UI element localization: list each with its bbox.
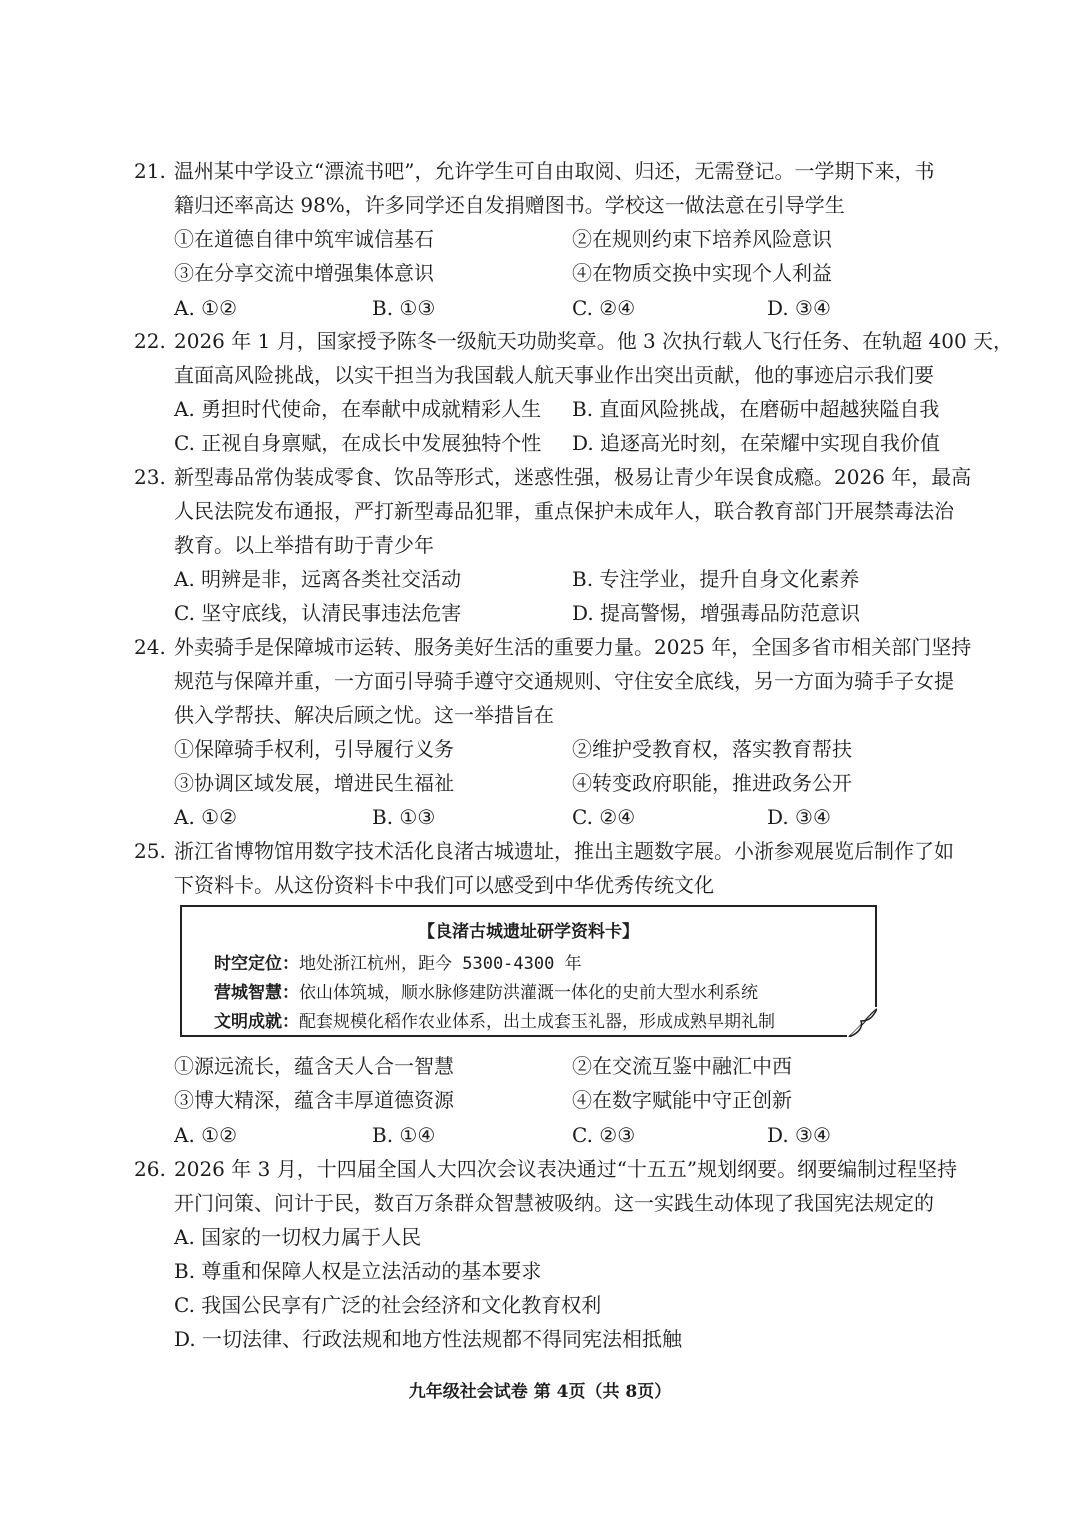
statement-item: ③在分享交流中增强集体意识 xyxy=(174,261,434,285)
question-stem-line: 人民法院发布通报，严打新型毒品犯罪，重点保护未成年人，联合教育部门开展禁毒法治 xyxy=(174,499,954,523)
question-stem-line: 教育。以上举措有助于青少年 xyxy=(174,533,434,557)
statement-item: ④在数字赋能中守正创新 xyxy=(572,1088,792,1112)
answer-option-d: D. ③④ xyxy=(767,805,831,829)
answer-option-c: C. ②④ xyxy=(572,296,636,320)
info-card-text: 地处浙江杭州，距今 5300-4300 年 xyxy=(299,954,582,974)
answer-option-d: D. ③④ xyxy=(767,1123,831,1147)
info-card xyxy=(180,905,877,1037)
info-card-text: 依山体筑城，顺水脉修建防洪灌溉一体化的史前大型水利系统 xyxy=(299,983,758,1003)
info-card-title: 【良渚古城遗址研学资料卡】 xyxy=(418,922,639,942)
statement-item: ④在物质交换中实现个人利益 xyxy=(572,261,832,285)
info-card-label: 时空定位： xyxy=(214,954,299,974)
question-stem-line: 开门问策、问计于民，数百万条群众智慧被吸纳。这一实践生动体现了我国宪法规定的 xyxy=(174,1191,934,1215)
statement-item: ②在交流互鉴中融汇中西 xyxy=(572,1054,792,1078)
answer-option-a: A. ①② xyxy=(174,805,238,829)
answer-option-a: A. 国家的一切权力属于人民 xyxy=(174,1225,422,1249)
answer-option-d: D. 提高警惕，增强毒品防范意识 xyxy=(572,601,861,625)
question-stem-line: 规范与保障并重，一方面引导骑手遵守交通规则、守住安全底线，另一方面为骑手子女提 xyxy=(174,669,954,693)
page-curl-decoration xyxy=(847,1007,877,1037)
question-stem-line: 籍归还率高达 98%，许多同学还自发捐赠图书。学校这一做法意在引导学生 xyxy=(174,193,845,217)
statement-item: ④转变政府职能，推进政务公开 xyxy=(572,771,852,795)
question-stem-line: 温州某中学设立“漂流书吧”，允许学生可自由取阅、归还，无需登记。一学期下来，书 xyxy=(174,159,935,183)
answer-option-b: B. 尊重和保障人权是立法活动的基本要求 xyxy=(174,1259,542,1283)
question-stem-line: 2026 年 3 月，十四届全国人大四次会议表决通过“十五五”规划纲要。纲要编制过程坚持 xyxy=(174,1157,958,1181)
info-card-label: 文明成就： xyxy=(214,1012,299,1032)
info-card-row xyxy=(214,978,758,1003)
answer-option-a: A. ①② xyxy=(174,1123,238,1147)
answer-option-a: A. 勇担时代使命，在奉献中成就精彩人生 xyxy=(174,397,542,421)
answer-option-b: B. ①④ xyxy=(372,1123,436,1147)
question-stem-line: 浙江省博物馆用数字技术活化良渚古城遗址，推出主题数字展。小浙参观展览后制作了如 xyxy=(174,839,954,863)
page-footer: 九年级社会试卷 第 4页（共 8页） xyxy=(408,1382,672,1402)
question-number: 24. xyxy=(134,635,166,659)
info-card-text: 配套规模化稻作农业体系，出土成套玉礼器，形成成熟早期礼制 xyxy=(299,1012,775,1032)
info-card-row xyxy=(214,949,582,974)
answer-option-d: D. 一切法律、行政法规和地方性法规都不得同宪法相抵触 xyxy=(174,1327,683,1351)
answer-option-d: D. 追逐高光时刻，在荣耀中实现自我价值 xyxy=(572,431,941,455)
answer-option-c: C. 坚守底线，认清民事违法危害 xyxy=(174,601,462,625)
statement-item: ③博大精深，蕴含丰厚道德资源 xyxy=(174,1088,454,1112)
statement-item: ①源远流长，蕴含天人合一智慧 xyxy=(174,1054,454,1078)
question-number: 21. xyxy=(134,159,166,183)
answer-option-c: C. 正视自身禀赋，在成长中发展独特个性 xyxy=(174,431,542,455)
statement-item: ①保障骑手权利，引导履行义务 xyxy=(174,737,454,761)
question-stem-line: 外卖骑手是保障城市运转、服务美好生活的重要力量。2025 年，全国多省市相关部门坚持 xyxy=(174,635,972,659)
info-card-label: 营城智慧： xyxy=(214,983,299,1003)
info-card-row xyxy=(214,1007,775,1032)
answer-option-a: A. ①② xyxy=(174,296,238,320)
statement-item: ②维护受教育权，落实教育帮扶 xyxy=(572,737,852,761)
question-number: 26. xyxy=(134,1157,166,1181)
question-stem-line: 新型毒品常伪装成零食、饮品等形式，迷惑性强，极易让青少年误食成瘾。2026 年，最高 xyxy=(174,465,972,489)
question-stem-line: 供入学帮扶、解决后顾之忧。这一举措旨在 xyxy=(174,703,554,727)
question-number: 22. xyxy=(134,329,166,353)
question-number: 25. xyxy=(134,839,166,863)
question-stem-line: 直面高风险挑战，以实干担当为我国载人航天事业作出突出贡献，他的事迹启示我们要 xyxy=(174,363,934,387)
statement-item: ①在道德自律中筑牢诚信基石 xyxy=(174,227,434,251)
answer-option-d: D. ③④ xyxy=(767,296,831,320)
statement-item: ③协调区域发展，增进民生福祉 xyxy=(174,771,454,795)
answer-option-c: C. ②③ xyxy=(572,1123,636,1147)
answer-option-a: A. 明辨是非，远离各类社交活动 xyxy=(174,567,462,591)
answer-option-b: B. ①③ xyxy=(372,805,436,829)
answer-option-b: B. ①③ xyxy=(372,296,436,320)
question-number: 23. xyxy=(134,465,166,489)
answer-option-c: C. ②④ xyxy=(572,805,636,829)
question-stem-line: 2026 年 1 月，国家授予陈冬一级航天功勋奖章。他 3 次执行载人飞行任务、在轨超 400 天， xyxy=(174,329,1014,353)
answer-option-c: C. 我国公民享有广泛的社会经济和文化教育权利 xyxy=(174,1293,602,1317)
question-stem-line: 下资料卡。从这份资料卡中我们可以感受到中华优秀传统文化 xyxy=(174,873,714,897)
statement-item: ②在规则约束下培养风险意识 xyxy=(572,227,832,251)
answer-option-b: B. 专注学业，提升自身文化素养 xyxy=(572,567,860,591)
answer-option-b: B. 直面风险挑战，在磨砺中超越狭隘自我 xyxy=(572,397,940,421)
